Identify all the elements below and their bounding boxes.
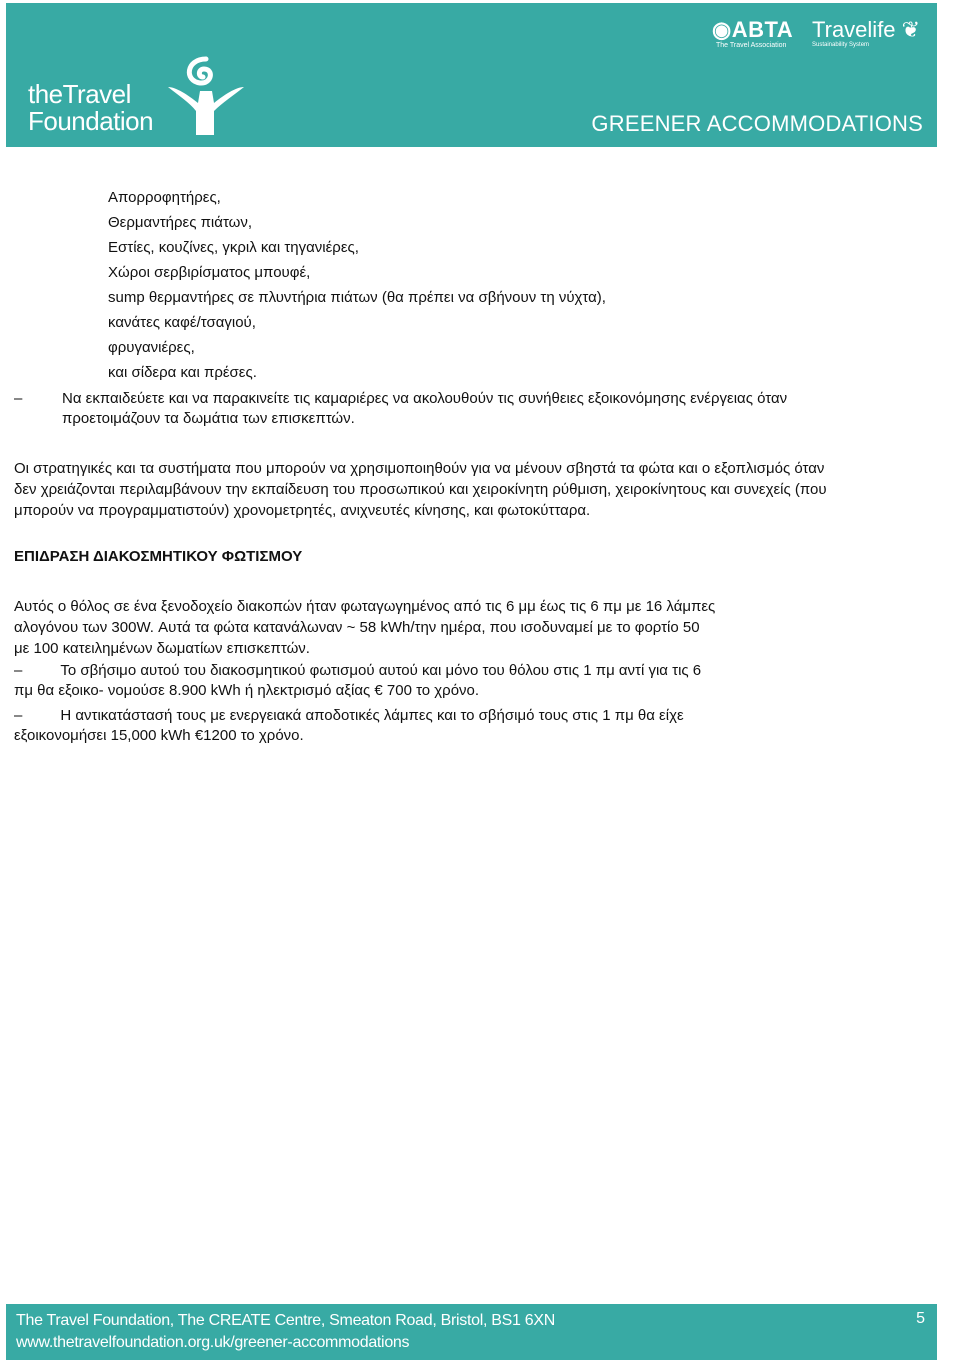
housekeeping-line-2: προετοιμάζουν τα δωμάτια των επισκεπτών.: [62, 410, 355, 427]
footer-address: The Travel Foundation, The CREATE Centre, Smeaton Road, Bristol, BS1 6XN: [16, 1312, 555, 1329]
logo-line-2: Foundation: [28, 106, 154, 136]
abta-globe-icon: ◉: [712, 17, 732, 42]
abta-logo: [712, 17, 793, 49]
lobby-line-2: αλογόνου των 300W. Αυτά τα φώτα κατανάλωναν ~ 58 kWh/την ημέρα, που ισοδυναμεί με το φορτίο 50: [14, 619, 700, 636]
switch-off-bullet: [14, 661, 914, 701]
switch-off-line-1: [14, 661, 914, 681]
equipment-list-item: φρυγανιέρες,: [108, 339, 195, 356]
switch-off-text-1: Το σβήσιμο αυτού του διακοσμητικού φωτισμού αυτού και μόνο του θόλου στις 1 πμ αντί για τις 6: [60, 662, 702, 679]
replace-line-2: εξοικονομήσει 15,000 kWh €1200 το χρόνο.: [14, 727, 304, 744]
strategies-line-2: δεν χρειάζονται περιλαμβάνουν την εκπαίδευση του προσωπικού και χειροκίνητη ρύθμιση, χειροκίνητους και συνεχείς (που: [14, 481, 827, 498]
page-header-banner: [6, 3, 937, 147]
replacement-bullet: [14, 706, 914, 746]
switch-off-line-2: πμ θα εξοικο- νομούσε 8.900 kWh ή ηλεκτρισμό αξίας € 700 το χρόνο.: [14, 682, 480, 699]
abta-tagline: The Travel Association: [716, 42, 787, 49]
travelife-tagline: Sustainability System: [812, 42, 870, 48]
equipment-list-item: Χώροι σερβιρίσματος μπουφέ,: [108, 264, 311, 281]
travelife-logo: [812, 17, 920, 48]
equipment-list-item: κανάτες καφέ/τσαγιού,: [108, 314, 256, 331]
equipment-list-item: και σίδερα και πρέσες.: [108, 364, 257, 381]
lobby-line-3: με 100 κατειλημένων δωματίων επισκεπτών.: [14, 640, 310, 657]
equipment-list-item: Θερμαντήρες πιάτων,: [108, 214, 253, 231]
travelife-bird-icon: ❦: [901, 17, 921, 42]
equipment-list-item: Εστίες, κουζίνες, γκριλ και τηγανιέρες,: [108, 239, 359, 256]
abta-mark: ABTA: [731, 17, 794, 42]
strategies-paragraph: [14, 458, 960, 521]
strategies-line-1: Οι στρατηγικές και τα συστήματα που μπορούν να χρησιμοποιηθούν για να μένουν σβηστά τα φώτα και ο εξοπλισμός όταν: [14, 460, 825, 477]
footer-website-link[interactable]: www.thetravelfoundation.org.uk/greener-accommodations: [16, 1334, 410, 1351]
travel-foundation-logo: [20, 51, 250, 141]
dash-bullet: –: [14, 707, 23, 724]
travel-foundation-wordmark: [28, 81, 153, 135]
lobby-paragraph: [14, 596, 960, 659]
strategies-line-3: μπορούν να προγραμματιστούν) χρονομετρητές, ανιχνευτές κίνησης, και φωτοκύτταρα.: [14, 502, 591, 519]
replace-line-1: [14, 706, 914, 726]
housekeeping-line-1: Να εκπαιδεύετε και να παρακινείτε τις καμαριέρες να ακολουθούν τις συνήθειες εξοικονόμησης ενέργειας όταν: [62, 390, 788, 407]
programme-title: GREENER ACCOMMODATIONS: [591, 111, 923, 136]
hands-spiral-emblem-icon: [156, 51, 256, 139]
logo-line-1: theTravel: [28, 79, 131, 109]
equipment-list-item: sump θερμαντήρες σε πλυντήρια πιάτων (θα πρέπει να σβήνουν τη νύχτα),: [108, 289, 606, 306]
page-footer-banner: [6, 1304, 937, 1360]
replace-text-1: Η αντικατάστασή τους με ενεργειακά αποδοτικές λάμπες και το σβήσιμό τους στις 1 πμ θα είχε: [60, 707, 684, 724]
section-heading: ΕΠΙΔΡΑΣΗ ΔΙΑΚΟΣΜΗΤΙΚΟΥ ΦΩΤΙΣΜΟΥ: [14, 548, 303, 565]
page-number: 5: [916, 1310, 925, 1327]
lobby-line-1: Αυτός ο θόλος σε ένα ξενοδοχείο διακοπών ήταν φωταγωγημένος από τις 6 μμ έως τις 6 πμ με 16 λάμπες: [14, 598, 716, 615]
equipment-list-item: Απορροφητήρες,: [108, 189, 221, 206]
dash-bullet: –: [14, 390, 23, 407]
travelife-mark: Travelife: [812, 17, 896, 42]
housekeeping-bullet: [14, 389, 914, 429]
dash-bullet: –: [14, 662, 23, 679]
